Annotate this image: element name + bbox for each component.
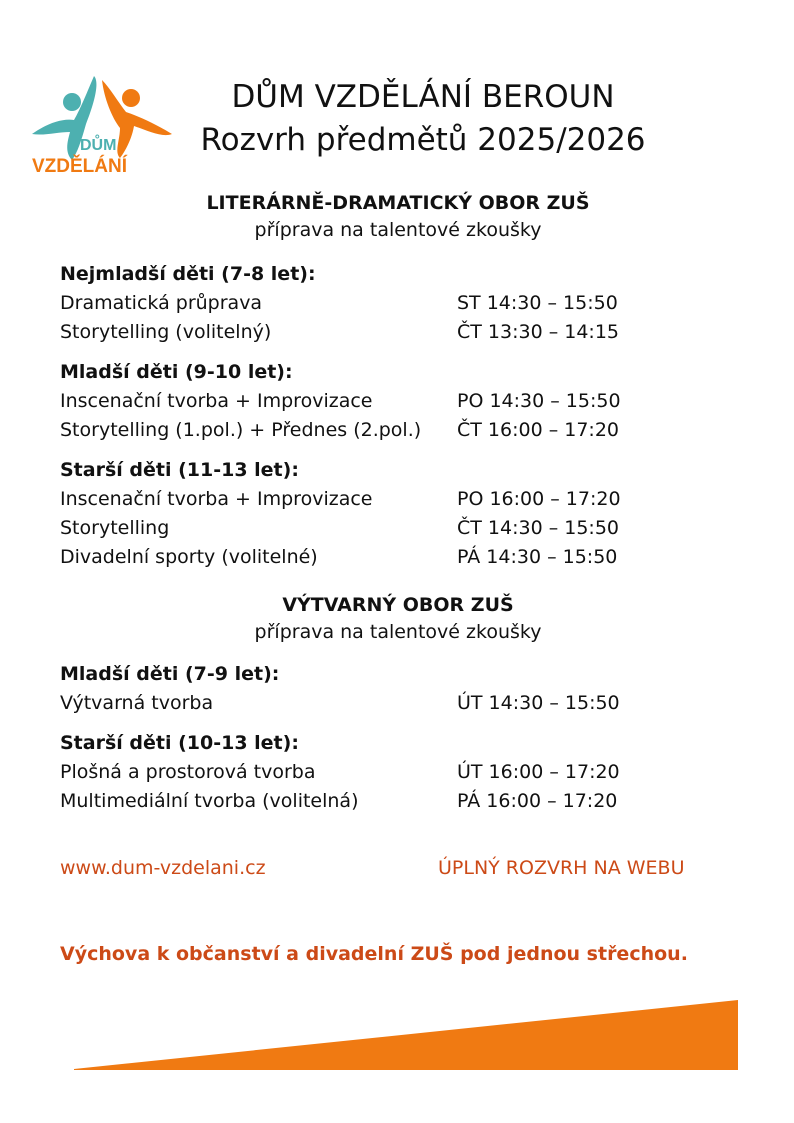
subject-name: Plošná a prostorová tvorba bbox=[60, 761, 316, 783]
group-label: Mladší děti (9-10 let): bbox=[60, 361, 293, 383]
subject-time: PÁ 16:00 – 17:20 bbox=[457, 790, 618, 812]
section-art bbox=[100, 592, 696, 646]
logo-text-bottom: VZDĚLÁNÍ bbox=[32, 156, 127, 177]
subject-time: ST 14:30 – 15:50 bbox=[457, 292, 618, 314]
schedule-row bbox=[60, 689, 740, 718]
subject-time: ČT 13:30 – 14:15 bbox=[457, 321, 620, 343]
group-label: Starší děti (11-13 let): bbox=[60, 459, 299, 481]
subject-time: ÚT 16:00 – 17:20 bbox=[457, 761, 620, 783]
schedule-row bbox=[60, 758, 740, 787]
subject-name: Storytelling (1.pol.) + Přednes (2.pol.) bbox=[60, 419, 422, 441]
page-subtitle: Rozvrh předmětů 2025/2026 bbox=[200, 122, 646, 158]
page-title: DŮM VZDĚLÁNÍ BEROUN bbox=[231, 79, 615, 115]
full-schedule-link[interactable]: ÚPLNÝ ROZVRH NA WEBU bbox=[438, 857, 685, 879]
group-label: Starší děti (10-13 let): bbox=[60, 732, 299, 754]
group-older bbox=[60, 456, 740, 572]
subject-name: Inscenační tvorba + Improvizace bbox=[60, 390, 373, 412]
orange-wedge-decoration bbox=[74, 1000, 738, 1070]
section-subtitle: příprava na talentové zkoušky bbox=[254, 219, 542, 241]
schedule-row bbox=[60, 514, 740, 543]
subject-name: Multimediální tvorba (volitelná) bbox=[60, 790, 359, 812]
schedule-row bbox=[60, 485, 740, 514]
logo-text-top: DŮM bbox=[80, 137, 117, 154]
subject-name: Dramatická průprava bbox=[60, 292, 263, 314]
schedule-row bbox=[60, 289, 740, 318]
section-title: LITERÁRNĚ-DRAMATICKÝ OBOR ZUŠ bbox=[206, 192, 590, 214]
website-link[interactable]: www.dum-vzdelani.cz bbox=[60, 857, 266, 879]
group-art-younger bbox=[60, 660, 740, 718]
section-subtitle: příprava na talentové zkoušky bbox=[254, 621, 542, 643]
group-art-older bbox=[60, 729, 740, 816]
subject-name: Výtvarná tvorba bbox=[60, 692, 214, 714]
subject-time: ČT 16:00 – 17:20 bbox=[457, 419, 620, 441]
subject-name: Storytelling (volitelný) bbox=[60, 321, 272, 343]
subject-name: Inscenační tvorba + Improvizace bbox=[60, 488, 373, 510]
section-literary-dramatic bbox=[100, 190, 696, 244]
group-youngest bbox=[60, 260, 740, 347]
subject-name: Divadelní sporty (volitelné) bbox=[60, 546, 318, 568]
subject-name: Storytelling bbox=[60, 517, 170, 539]
schedule-row bbox=[60, 787, 740, 816]
schedule-row bbox=[60, 387, 740, 416]
header bbox=[150, 76, 696, 162]
schedule-row bbox=[60, 318, 740, 347]
section-title: VÝTVARNÝ OBOR ZUŠ bbox=[282, 594, 514, 616]
slogan: Výchova k občanství a divadelní ZUŠ pod jednou střechou. bbox=[60, 943, 688, 965]
schedule-row bbox=[60, 543, 740, 572]
subject-time: ÚT 14:30 – 15:50 bbox=[457, 692, 620, 714]
subject-time: ČT 14:30 – 15:50 bbox=[457, 517, 620, 539]
group-label: Nejmladší děti (7-8 let): bbox=[60, 263, 316, 285]
subject-time: PO 14:30 – 15:50 bbox=[457, 390, 621, 412]
subject-time: PO 16:00 – 17:20 bbox=[457, 488, 621, 510]
schedule-row bbox=[60, 416, 740, 445]
group-label: Mladší děti (7-9 let): bbox=[60, 663, 280, 685]
subject-time: PÁ 14:30 – 15:50 bbox=[457, 546, 618, 568]
group-younger bbox=[60, 358, 740, 445]
